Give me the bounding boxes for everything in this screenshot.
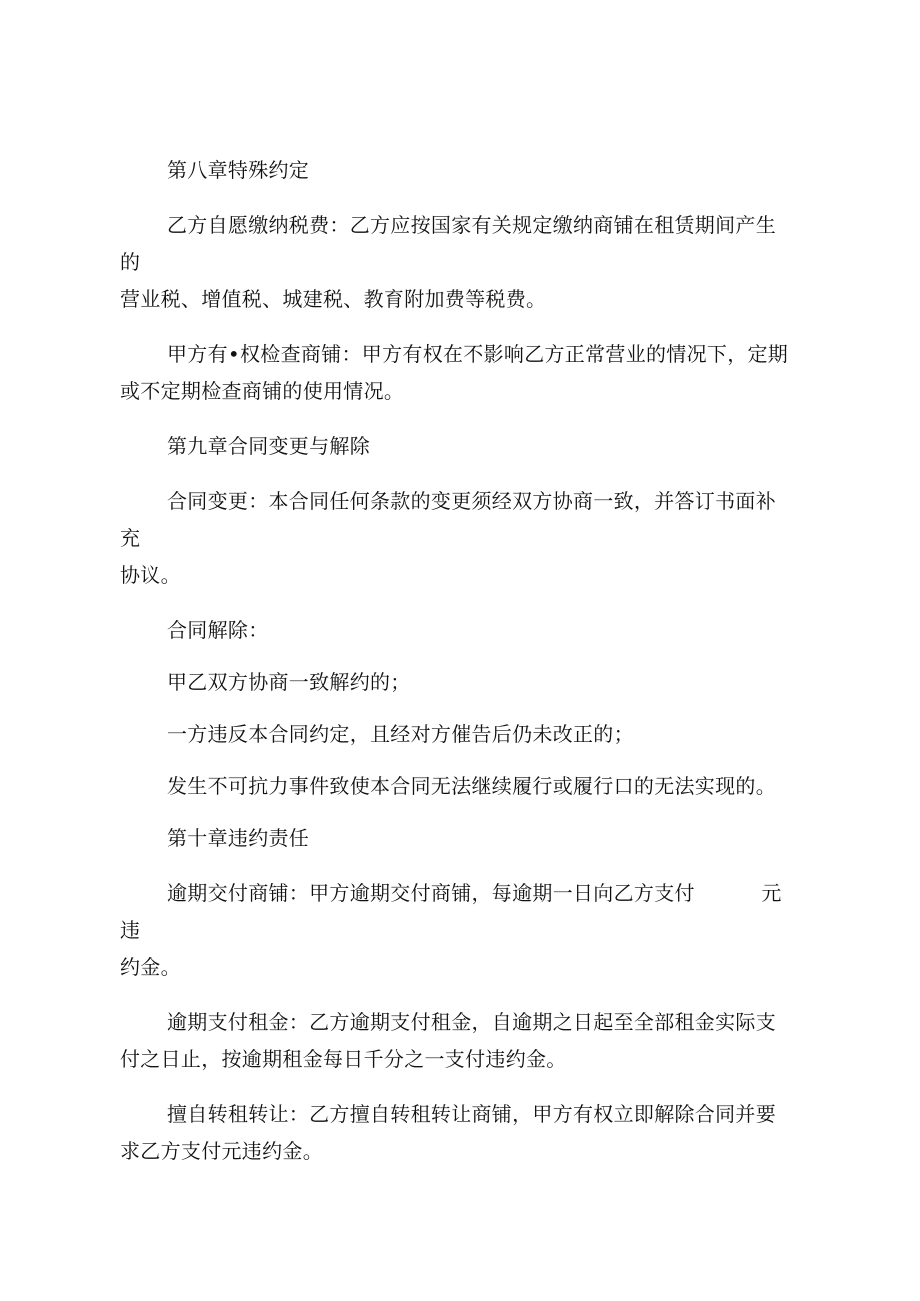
clause-paragraph — [120, 1096, 796, 1170]
clause-paragraph — [120, 875, 796, 986]
clause-item — [120, 612, 796, 649]
clause-item — [120, 664, 796, 701]
text-line: 营业税、增值税、城建税、教育附加费等税费。 — [120, 287, 547, 311]
text-line: 合同解除： — [167, 618, 269, 642]
clause-paragraph — [120, 483, 796, 594]
chapter-heading — [120, 820, 796, 857]
text-line: 协议。 — [120, 563, 181, 587]
text-line: 逾期支付租金：乙方逾期支付租金，自逾期之日起至全部租金实际支 — [167, 1010, 776, 1034]
clause-paragraph — [120, 1004, 796, 1078]
text-line: 逾期交付商铺：甲方逾期交付商铺，每逾期一日向乙方支付 元违 — [120, 881, 782, 942]
text-line: 甲乙双方协商一致解约的； — [167, 670, 411, 694]
text-line: 合同变更：本合同任何条款的变更须经双方协商一致，并答订书面补充 — [120, 489, 776, 550]
text-line: 第十章违约责任 — [167, 826, 310, 850]
text-line: 付之日止，按逾期租金每日千分之一支付违约金。 — [120, 1047, 567, 1071]
text-line: 约金。 — [120, 955, 181, 979]
text-line: 甲方有•权检查商铺：甲方有权在不影响乙方正常营业的情况下，定期 — [167, 342, 789, 366]
text-line: 求乙方支付元违约金。 — [120, 1139, 323, 1163]
text-line: 擅自转租转让：乙方擅自转租转让商铺，甲方有权立即解除合同并要 — [167, 1102, 776, 1126]
text-line: 发生不可抗力事件致使本合同无法继续履行或履行口的无法实现的。 — [167, 774, 776, 798]
clause-paragraph — [120, 336, 796, 410]
chapter-heading — [120, 428, 796, 465]
clause-item — [120, 716, 796, 753]
text-line: 第八章特殊约定 — [167, 158, 310, 182]
chapter-heading — [120, 152, 796, 189]
clause-item — [120, 768, 796, 805]
text-line: 一方违反本合同约定，且经对方催告后仍未改正的； — [167, 722, 634, 746]
text-line: 第九章合同变更与解除 — [167, 434, 370, 458]
text-line: 或不定期检查商铺的使用情况。 — [120, 379, 405, 403]
clause-paragraph — [120, 207, 796, 318]
document-body — [120, 152, 796, 1188]
text-line: 乙方自愿缴纳税费：乙方应按国家有关规定缴纳商铺在租赁期间产生的 — [120, 213, 776, 274]
